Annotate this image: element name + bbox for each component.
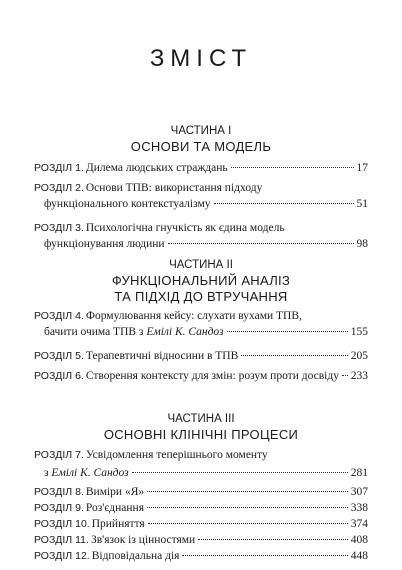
chapter-title: Виміри «Я» [85,486,145,498]
page-number: 448 [350,550,368,562]
part-3-label: ЧАСТИНА ІІІ [167,413,235,425]
toc-entry-chapter-10[interactable] [34,516,368,532]
page-number: 51 [356,198,368,210]
chapter-number: РОЗДІЛ 11. [34,534,89,546]
toc-entry-chapter-3[interactable] [34,220,368,252]
dot-leader [198,538,348,540]
chapter-title: Терапевтичні відносини в ТПВ [85,350,239,362]
page-number: 374 [350,518,368,530]
chapter-title: Усвідомлення теперішнього моменту [85,449,268,461]
chapter-title: Психологічна гнучкість як єдина модель [85,222,285,234]
toc-title: ЗМІСТ [149,45,253,72]
dot-leader [132,471,348,473]
part-2-title-line-2: ТА ПІДХІД ДО ВТРУЧАННЯ [114,289,288,304]
dot-leader [231,166,354,168]
page-number: 98 [356,238,368,250]
toc-entry-chapter-8[interactable] [34,484,368,500]
toc-entry-chapter-7[interactable] [34,446,368,482]
page-number: 205 [350,350,368,362]
chapter-number: РОЗДІЛ 4. [34,310,84,322]
dot-leader [227,330,348,332]
coauthor-name: Емілі К. Сандоз [51,467,129,479]
part-2-label: ЧАСТИНА ІІ [169,259,233,271]
chapter-title: Зв'язок із цінностями [90,534,196,546]
toc-entry-chapter-2[interactable] [34,180,368,212]
page-number: 281 [350,467,368,479]
dot-leader [241,354,347,356]
chapter-number: РОЗДІЛ 1. [34,162,84,174]
chapter-title: Відповідальна дія [91,550,180,562]
chapter-title-continuation: з [44,467,49,479]
dot-leader [148,522,348,524]
coauthor-name: Емілі К. Сандоз [146,326,224,338]
chapter-number: РОЗДІЛ 2. [34,182,84,194]
toc-entry-chapter-5[interactable] [34,348,368,364]
page-number: 155 [350,326,368,338]
part-2-title-line-1: ФУНКЦІОНАЛЬНИЙ АНАЛІЗ [111,273,291,288]
chapter-title: Прийняття [91,518,145,530]
page-number: 307 [350,486,368,498]
toc-entry-chapter-12[interactable] [34,548,368,564]
part-1-title: ОСНОВИ ТА МОДЕЛЬ [130,139,272,154]
toc-entry-chapter-9[interactable] [34,500,368,516]
chapter-title-continuation: бачити очима ТПВ з [44,326,144,338]
dot-leader [147,506,348,508]
dot-leader [214,202,354,204]
chapter-title-continuation: функціонування людини [44,238,165,250]
part-1-label: ЧАСТИНА І [170,125,232,137]
toc-entry-chapter-6[interactable] [34,368,368,384]
page-number: 17 [356,162,368,174]
chapter-number: РОЗДІЛ 5. [34,350,84,362]
chapter-number: РОЗДІЛ 12. [34,550,90,562]
dot-leader [342,374,348,376]
page-number: 338 [350,502,368,514]
toc-entry-chapter-1[interactable] [34,160,368,176]
chapter-title: Створення контексту для змін: розум проти досвіду [85,370,339,382]
chapter-title: Основи ТПВ: використання підходу [85,182,263,194]
chapter-title: Дилема людських страждань [85,162,228,174]
page-number: 233 [350,370,368,382]
part-3-title: ОСНОВНІ КЛІНІЧНІ ПРОЦЕСИ [103,427,299,442]
chapter-number: РОЗДІЛ 10. [34,518,90,530]
chapter-number: РОЗДІЛ 6. [34,370,84,382]
dot-leader [147,490,348,492]
chapter-title-continuation: функціонального контекстуалізму [44,198,211,210]
page-number: 408 [350,534,368,546]
chapter-number: РОЗДІЛ 8. [34,486,84,498]
chapter-number: РОЗДІЛ 9. [34,502,84,514]
chapter-title: Формулювання кейсу: слухати вухами ТПВ, [85,310,302,322]
dot-leader [168,242,354,244]
toc-entry-chapter-4[interactable] [34,308,368,340]
toc-entry-chapter-11[interactable] [34,532,368,548]
dot-leader [182,554,347,556]
chapter-number: РОЗДІЛ 7. [34,449,84,461]
chapter-title: Роз'єднання [85,502,144,514]
chapter-number: РОЗДІЛ 3. [34,222,84,234]
